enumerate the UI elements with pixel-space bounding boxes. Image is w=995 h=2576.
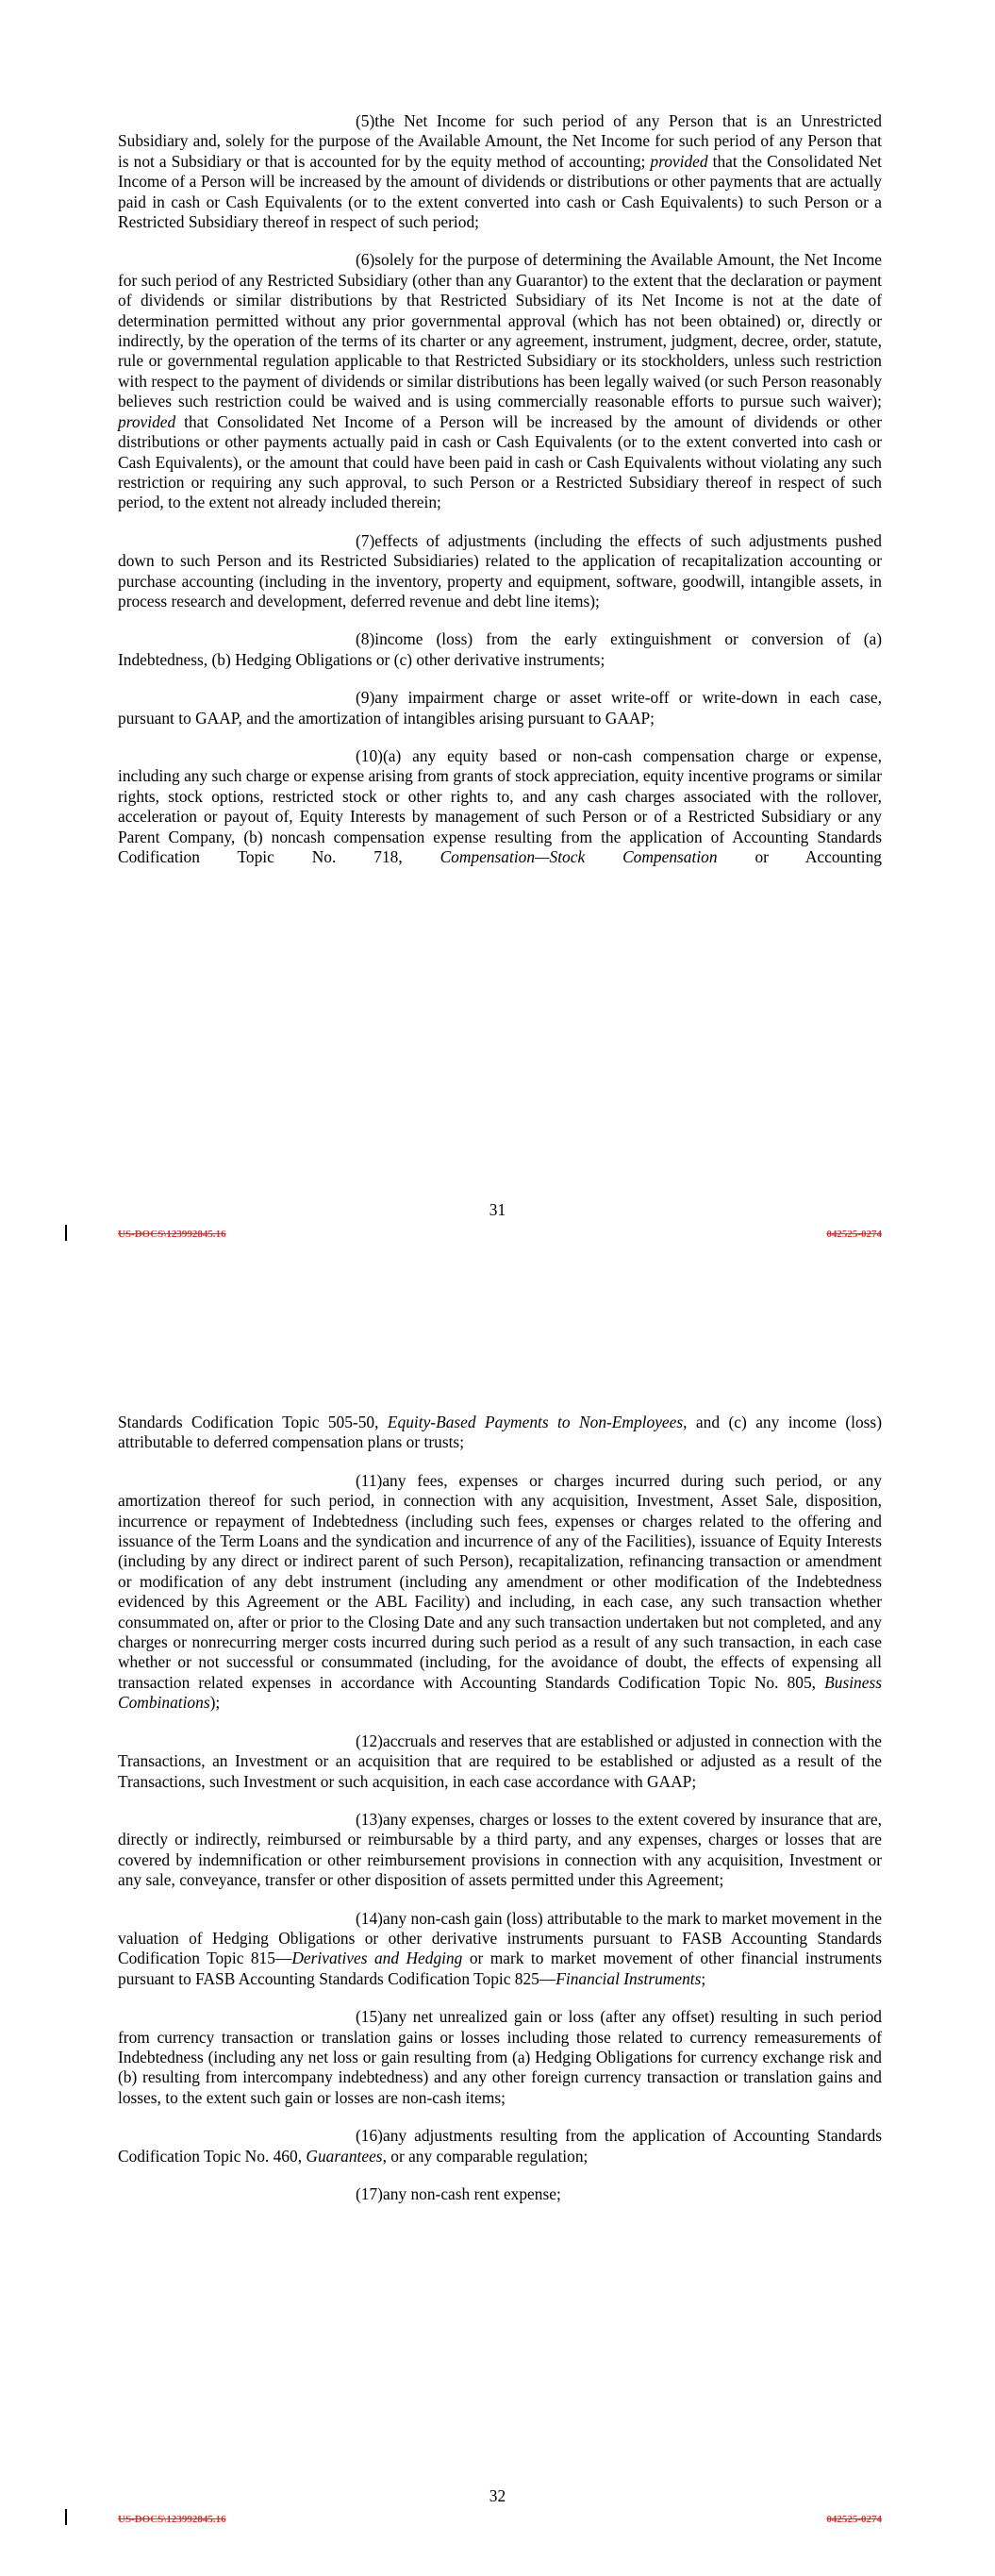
clause-16 — [118, 2126, 882, 2166]
clause-number: (13) — [356, 1809, 383, 1829]
clause-number: (5) — [356, 111, 375, 130]
clause-number: (15) — [356, 2007, 383, 2027]
footer-doc-id: US-DOCS\123992845.16 — [118, 2514, 226, 2525]
clause-text: any fees, expenses or charges incurred during such period, or any amortization thereof for such period, in connection with any acquisition, Investment, Asset Sale, disposition, incurrence or repayment of Indebtedness (including such fees, expenses or charges related to the offering and issuance of the Term Loans and the syndication and incurrence of any of the Facilities), issuance of Equity Interests (including by any direct or indirect parent of such Person), recapitalization, refinancing transaction or amendment or modification of any debt instrument (including any amendment or other modification of the Indebtedness evidenced by this Agreement or the ABL Facility) and including, in each case, any such transaction whether consummated on, after or prior to the Closing Date and any such transaction undertaken but not completed, and any charges or nonrecurring merger costs incurred during such period as a result of any such transaction, in each case whether or not successful or consummated (including, for the avoidance of doubt, the effects of expensing all transaction related expenses in accordance with Accounting Standards Codification Topic No. 805, — [118, 1470, 882, 1692]
clause-10 — [118, 746, 882, 867]
clause-text: effects of adjustments (including the effects of such adjustments pushed down to such Person and its Restricted Subsidiaries) related to the application of recapitalization accounting or purchase accounting (including in the inventory, property and equipment, software, goodwill, intangible assets, in process research and development, deferred revenue and debt line items); — [118, 530, 882, 611]
clause-number: (6) — [356, 250, 375, 270]
clause-emphasis: Financial Instruments — [556, 1968, 702, 1988]
clause-text: any adjustments resulting from the application of Accounting Standards Codification Topic No. 460, — [118, 2126, 882, 2166]
footer-doc-id: US-DOCS\123992845.16 — [118, 1229, 226, 1240]
clause-emphasis: Business Combinations — [118, 1672, 882, 1713]
clause-11 — [118, 1471, 882, 1714]
clause-number: (16) — [356, 2126, 383, 2146]
clause-emphasis: Equity-Based Payments to Non-Employees — [387, 1413, 684, 1431]
clause-10-continued — [118, 1413, 882, 1453]
clause-text: the Net Income for such period of any Person that is an Unrestricted Subsidiary and, solely for the purpose of the Available Amount, the Net Income for such period of any Person that is not a Subsidiary or that is accounted for by the equity method of accounting; — [118, 111, 882, 171]
clause-text: ); — [209, 1693, 221, 1713]
clause-number: (9) — [356, 688, 375, 708]
clause-15 — [118, 2007, 882, 2108]
clause-number: (17) — [356, 2184, 383, 2203]
clause-13 — [118, 1810, 882, 1891]
clause-text: , or any comparable regulation; — [382, 2146, 589, 2166]
page-32 — [0, 1288, 995, 2576]
clause-8 — [118, 629, 882, 670]
clause-number: (14) — [356, 1908, 383, 1928]
clause-text: solely for the purpose of determining the Available Amount, the Net Income for such period of any Restricted Subsidiary (other than any Guarantor) to the extent that the declaration or payment of dividends or similar distributions by that Restricted Subsidiary of its Net Income is not at the date of determination permitted without any prior governmental approval (which has not been obtained) or, directly or indirectly, by the operation of the terms of its charter or any agreement, instrument, judgment, decree, order, statute, rule or governmental regulation applicable to that Restricted Subsidiary or its stockholders, unless such restriction with respect to the payment of dividends or similar distributions has been legally waived (or such Person reasonably believes such restriction could be waived and is using commercially reasonable efforts to pursue such waiver); — [118, 250, 882, 411]
clause-text: income (loss) from the early extinguishment or conversion of (a) Indebtedness, (b) Hedging Obligations or (c) other derivative instruments; — [118, 629, 882, 669]
clause-text: any expenses, charges or losses to the extent covered by insurance that are, directly or indirectly, reimbursed or reimbursable by a third party, and any expenses, charges or losses that are covered by indemnification or other reimbursement provisions in connection with any acquisition, Investment or any sale, conveyance, transfer or other disposition of assets permitted under this Agreement; — [118, 1809, 882, 1890]
footer-doc-code: 042525-0274 — [826, 1229, 882, 1240]
clause-14 — [118, 1909, 882, 1990]
clause-text: any non-cash gain (loss) attributable to the mark to market movement in the valuation of Hedging Obligations or other derivative instruments pursuant to FASB Accounting Standards Codification Topic 815— — [118, 1908, 882, 1968]
change-bar — [65, 1225, 67, 1241]
clause-text: or Accounting — [717, 847, 883, 866]
clause-12 — [118, 1731, 882, 1792]
clause-text: any non-cash rent expense; — [382, 2184, 561, 2203]
clause-5 — [118, 111, 882, 232]
clause-text: that the Consolidated Net Income of a Person will be increased by the amount of dividends or distributions or other payments that are actually paid in cash or Cash Equivalents (or to the extent converted into cash or Cash Equivalents) to such Person or a Restricted Subsidiary thereof in respect of such period; — [118, 151, 882, 232]
clause-number: (10) — [356, 745, 383, 765]
change-bar — [65, 2509, 67, 2525]
clause-text: , and (c) any income (loss) attributable to deferred compensation plans or trusts; — [118, 1413, 882, 1452]
clause-9 — [118, 688, 882, 728]
clause-emphasis: Compensation—Stock Compensation — [439, 847, 718, 866]
clause-number: (8) — [356, 629, 375, 649]
clause-text: or mark to market movement of other financial instruments pursuant to FASB Accounting Standards Codification Topic 825— — [118, 1949, 882, 1988]
clause-emphasis: provided — [118, 411, 176, 431]
clause-text: accruals and reserves that are established or adjusted in connection with the Transactions, an Investment or an acquisition that are required to be established or adjusted as a result of the Transactions, such Investment or such acquisition, in each case accordance with GAAP; — [118, 1731, 882, 1791]
clause-17 — [118, 2184, 882, 2204]
clause-emphasis: Derivatives and Hedging — [291, 1949, 463, 1968]
clause-text: ; — [701, 1968, 706, 1988]
page-number: 32 — [489, 2486, 506, 2505]
page-number: 31 — [489, 1200, 506, 1219]
clause-text: (a) any equity based or non-cash compensation charge or expense, including any such charge or expense arising from grants of stock appreciation, equity incentive programs or similar rights, stock options, restricted stock or other rights to, and any cash charges associated with the rollover, acceleration or payout of, Equity Interests by management of such Person or of a Restricted Subsidiary or any Parent Company, (b) noncash compensation expense resulting from the application of Accounting Standards Codification Topic No. 718, — [118, 745, 882, 866]
clause-text: any impairment charge or asset write-off or write-down in each case, pursuant to GAAP, and the amortization of intangibles arising pursuant to GAAP; — [118, 688, 882, 728]
clause-number: (12) — [356, 1731, 383, 1750]
clause-7 — [118, 531, 882, 612]
clause-number: (7) — [356, 530, 375, 550]
footer-doc-code: 042525-0274 — [826, 2514, 882, 2525]
page-31-body — [118, 111, 882, 867]
clause-emphasis: provided — [650, 151, 708, 171]
page-32-body — [118, 1413, 882, 2204]
clause-text: any net unrealized gain or loss (after any offset) resulting in such period from currency transaction or translation gains or losses including those related to currency remeasurements of Indebtedness (including any net loss or gain resulting from (a) Hedging Obligations for currency exchange risk and (b) resulting from intercompany indebtedness) and any other foreign currency transaction or translation gains and losses, to the extent such gain or losses are non-cash items; — [118, 2007, 882, 2107]
clause-emphasis: Guarantees — [306, 2146, 383, 2166]
clause-text: Standards Codification Topic 505-50, — [118, 1413, 388, 1431]
clause-number: (11) — [356, 1470, 383, 1490]
clause-text: that Consolidated Net Income of a Person will be increased by the amount of dividends or other distributions or other payments actually paid in cash or Cash Equivalents (or to the extent converted into cash or Cash Equivalents), or the amount that could have been paid in cash or Cash Equivalents without violating any such restriction or requiring any such approval, to such Person or a Restricted Subsidiary thereof in respect of such period, to the extent not already included therein; — [118, 411, 882, 512]
clause-6 — [118, 250, 882, 512]
